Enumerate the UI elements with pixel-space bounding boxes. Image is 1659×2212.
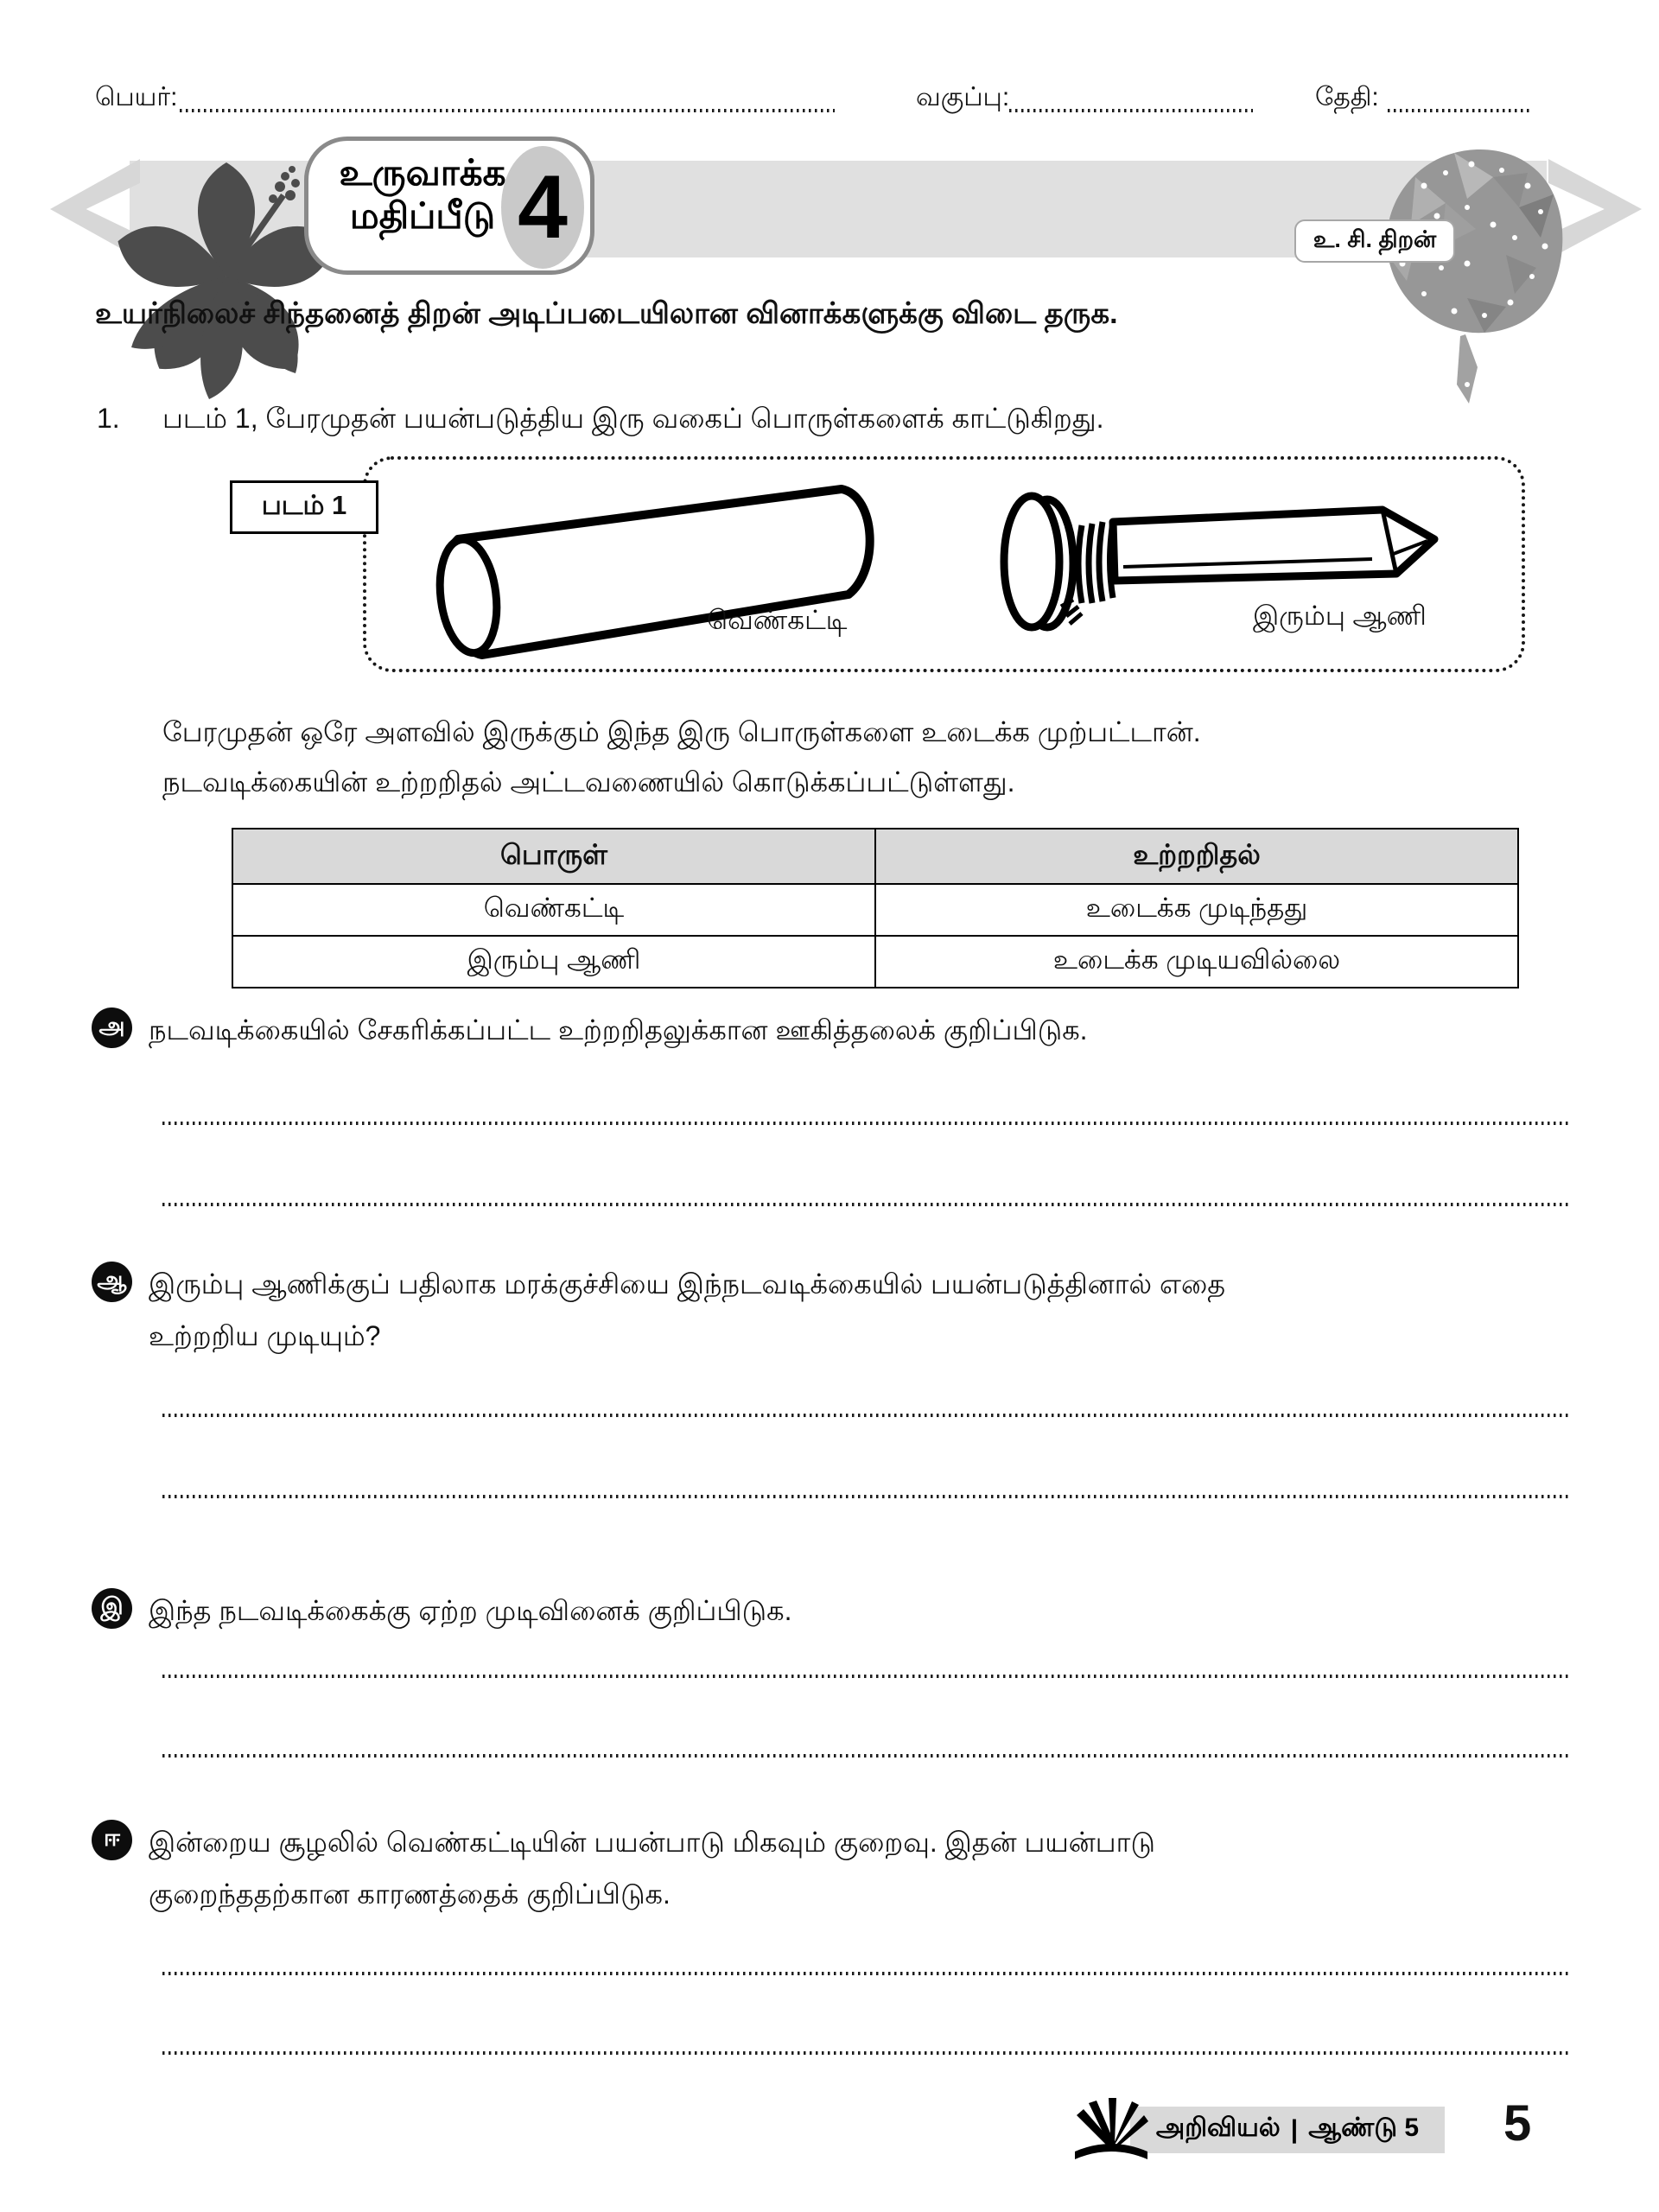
table-cell-object-1: வெண்கட்டி <box>232 884 875 936</box>
chalk-caption: வெண்கட்டி <box>707 605 848 635</box>
subquestion-aa-text <box>149 1258 1566 1362</box>
question1-text: படம் 1, பேரமுதன் பயன்படுத்திய இரு வகைப் பொருள்களைக் காட்டுகிறது. <box>162 403 1104 434</box>
answer-line <box>162 1122 1571 1125</box>
answer-line <box>162 1495 1571 1498</box>
skill-badge-label: உ. சி. திறன் <box>1313 226 1437 252</box>
instruction-heading: உயர்நிலைச் சிந்தனைத் திறன் அடிப்படையிலான வினாக்களுக்கு விடை தருக. <box>95 297 1118 330</box>
subquestion-aa-marker <box>92 1262 132 1302</box>
name-label: பெயர்: <box>95 83 178 111</box>
nail-caption: இரும்பு ஆணி <box>1253 601 1427 631</box>
assessment-title <box>327 151 518 238</box>
subquestion-aa-marker-letter: ஆ <box>97 1267 127 1293</box>
assessment-number-circle <box>501 146 584 269</box>
subquestion-aa-line-2: உற்றறிய முடியும்? <box>149 1320 381 1351</box>
subquestion-ii-marker <box>92 1820 132 1860</box>
name-field-line <box>180 109 835 112</box>
footer-divider: | <box>1290 2115 1299 2144</box>
subquestion-ii-line-1: இன்றைய சூழலில் வெண்கட்டியின் பயன்பாடு மிகவும் குறைவு. இதன் பயன்பாடு <box>149 1827 1155 1858</box>
assessment-number: 4 <box>518 157 568 257</box>
class-label: வகுப்பு: <box>916 83 1010 111</box>
table-row <box>232 884 1518 936</box>
table-header-object: பொருள் <box>232 829 875 884</box>
table-cell-observation-1: உடைக்க முடிந்தது <box>875 884 1518 936</box>
answer-line <box>162 1203 1571 1206</box>
question1-paragraph <box>162 707 1562 807</box>
subquestion-aa-line-1: இரும்பு ஆணிக்குப் பதிலாக மரக்குச்சியை இந்நடவடிக்கையில் பயன்படுத்தினால் எதை <box>149 1268 1226 1300</box>
answer-line <box>162 2051 1571 2055</box>
subquestion-a-marker <box>92 1007 132 1048</box>
footer-year: ஆண்டு 5 <box>1308 2113 1420 2142</box>
assessment-title-line1: உருவாக்க <box>339 152 506 193</box>
page-number: 5 <box>1503 2095 1532 2152</box>
figure-1-label-box <box>230 480 378 534</box>
subquestion-a-text: நடவடிக்கையில் சேகரிக்கப்பட்ட உற்றறிதலுக்கான ஊகித்தலைக் குறிப்பிடுக. <box>149 1014 1088 1046</box>
subquestion-a-marker-letter: அ <box>99 1013 125 1039</box>
subquestion-ii-text <box>149 1816 1566 1920</box>
observation-table <box>232 828 1519 988</box>
skill-badge <box>1294 219 1455 263</box>
subquestion-i-marker-letter: இ <box>100 1593 124 1619</box>
table-row <box>232 936 1518 988</box>
date-label: தேதி: <box>1315 83 1379 111</box>
table-cell-observation-2: உடைக்க முடியவில்லை <box>875 936 1518 988</box>
assessment-title-line2: மதிப்பீடு <box>349 195 496 236</box>
answer-line <box>162 1972 1571 1975</box>
assessment-title-pill <box>304 137 594 275</box>
paragraph-line-2: நடவடிக்கையின் உற்றறிதல் அட்டவணையில் கொடுக்கப்பட்டுள்ளது. <box>162 766 1015 798</box>
table-header-row <box>232 829 1518 884</box>
footer-bar <box>1130 2107 1445 2153</box>
table-cell-object-2: இரும்பு ஆணி <box>232 936 875 988</box>
class-field-line <box>1009 109 1253 112</box>
question1-number: 1. <box>97 403 120 434</box>
footer-subject: அறிவியல் <box>1155 2113 1281 2142</box>
brain-icon <box>1363 125 1571 415</box>
answer-line <box>162 1414 1571 1417</box>
subquestion-i-text: இந்த நடவடிக்கைக்கு ஏற்ற முடிவினைக் குறிப்பிடுக. <box>149 1595 792 1626</box>
subquestion-ii-marker-letter: ஈ <box>103 1825 121 1851</box>
paragraph-line-1: பேரமுதன் ஒரே அளவில் இருக்கும் இந்த இரு பொருள்களை உடைக்க முற்பட்டான். <box>162 716 1201 747</box>
book-logo-icon <box>1071 2098 1151 2162</box>
answer-line <box>162 1754 1571 1758</box>
subquestion-ii-line-2: குறைந்ததற்கான காரணத்தைக் குறிப்பிடுக. <box>149 1878 671 1910</box>
answer-line <box>162 1675 1571 1678</box>
table-header-observation: உற்றறிதல் <box>875 829 1518 884</box>
figure-1-label: படம் 1 <box>261 490 347 520</box>
date-field-line <box>1388 109 1533 112</box>
subquestion-i-marker <box>92 1588 132 1629</box>
observation-table-wrap <box>232 828 1519 988</box>
